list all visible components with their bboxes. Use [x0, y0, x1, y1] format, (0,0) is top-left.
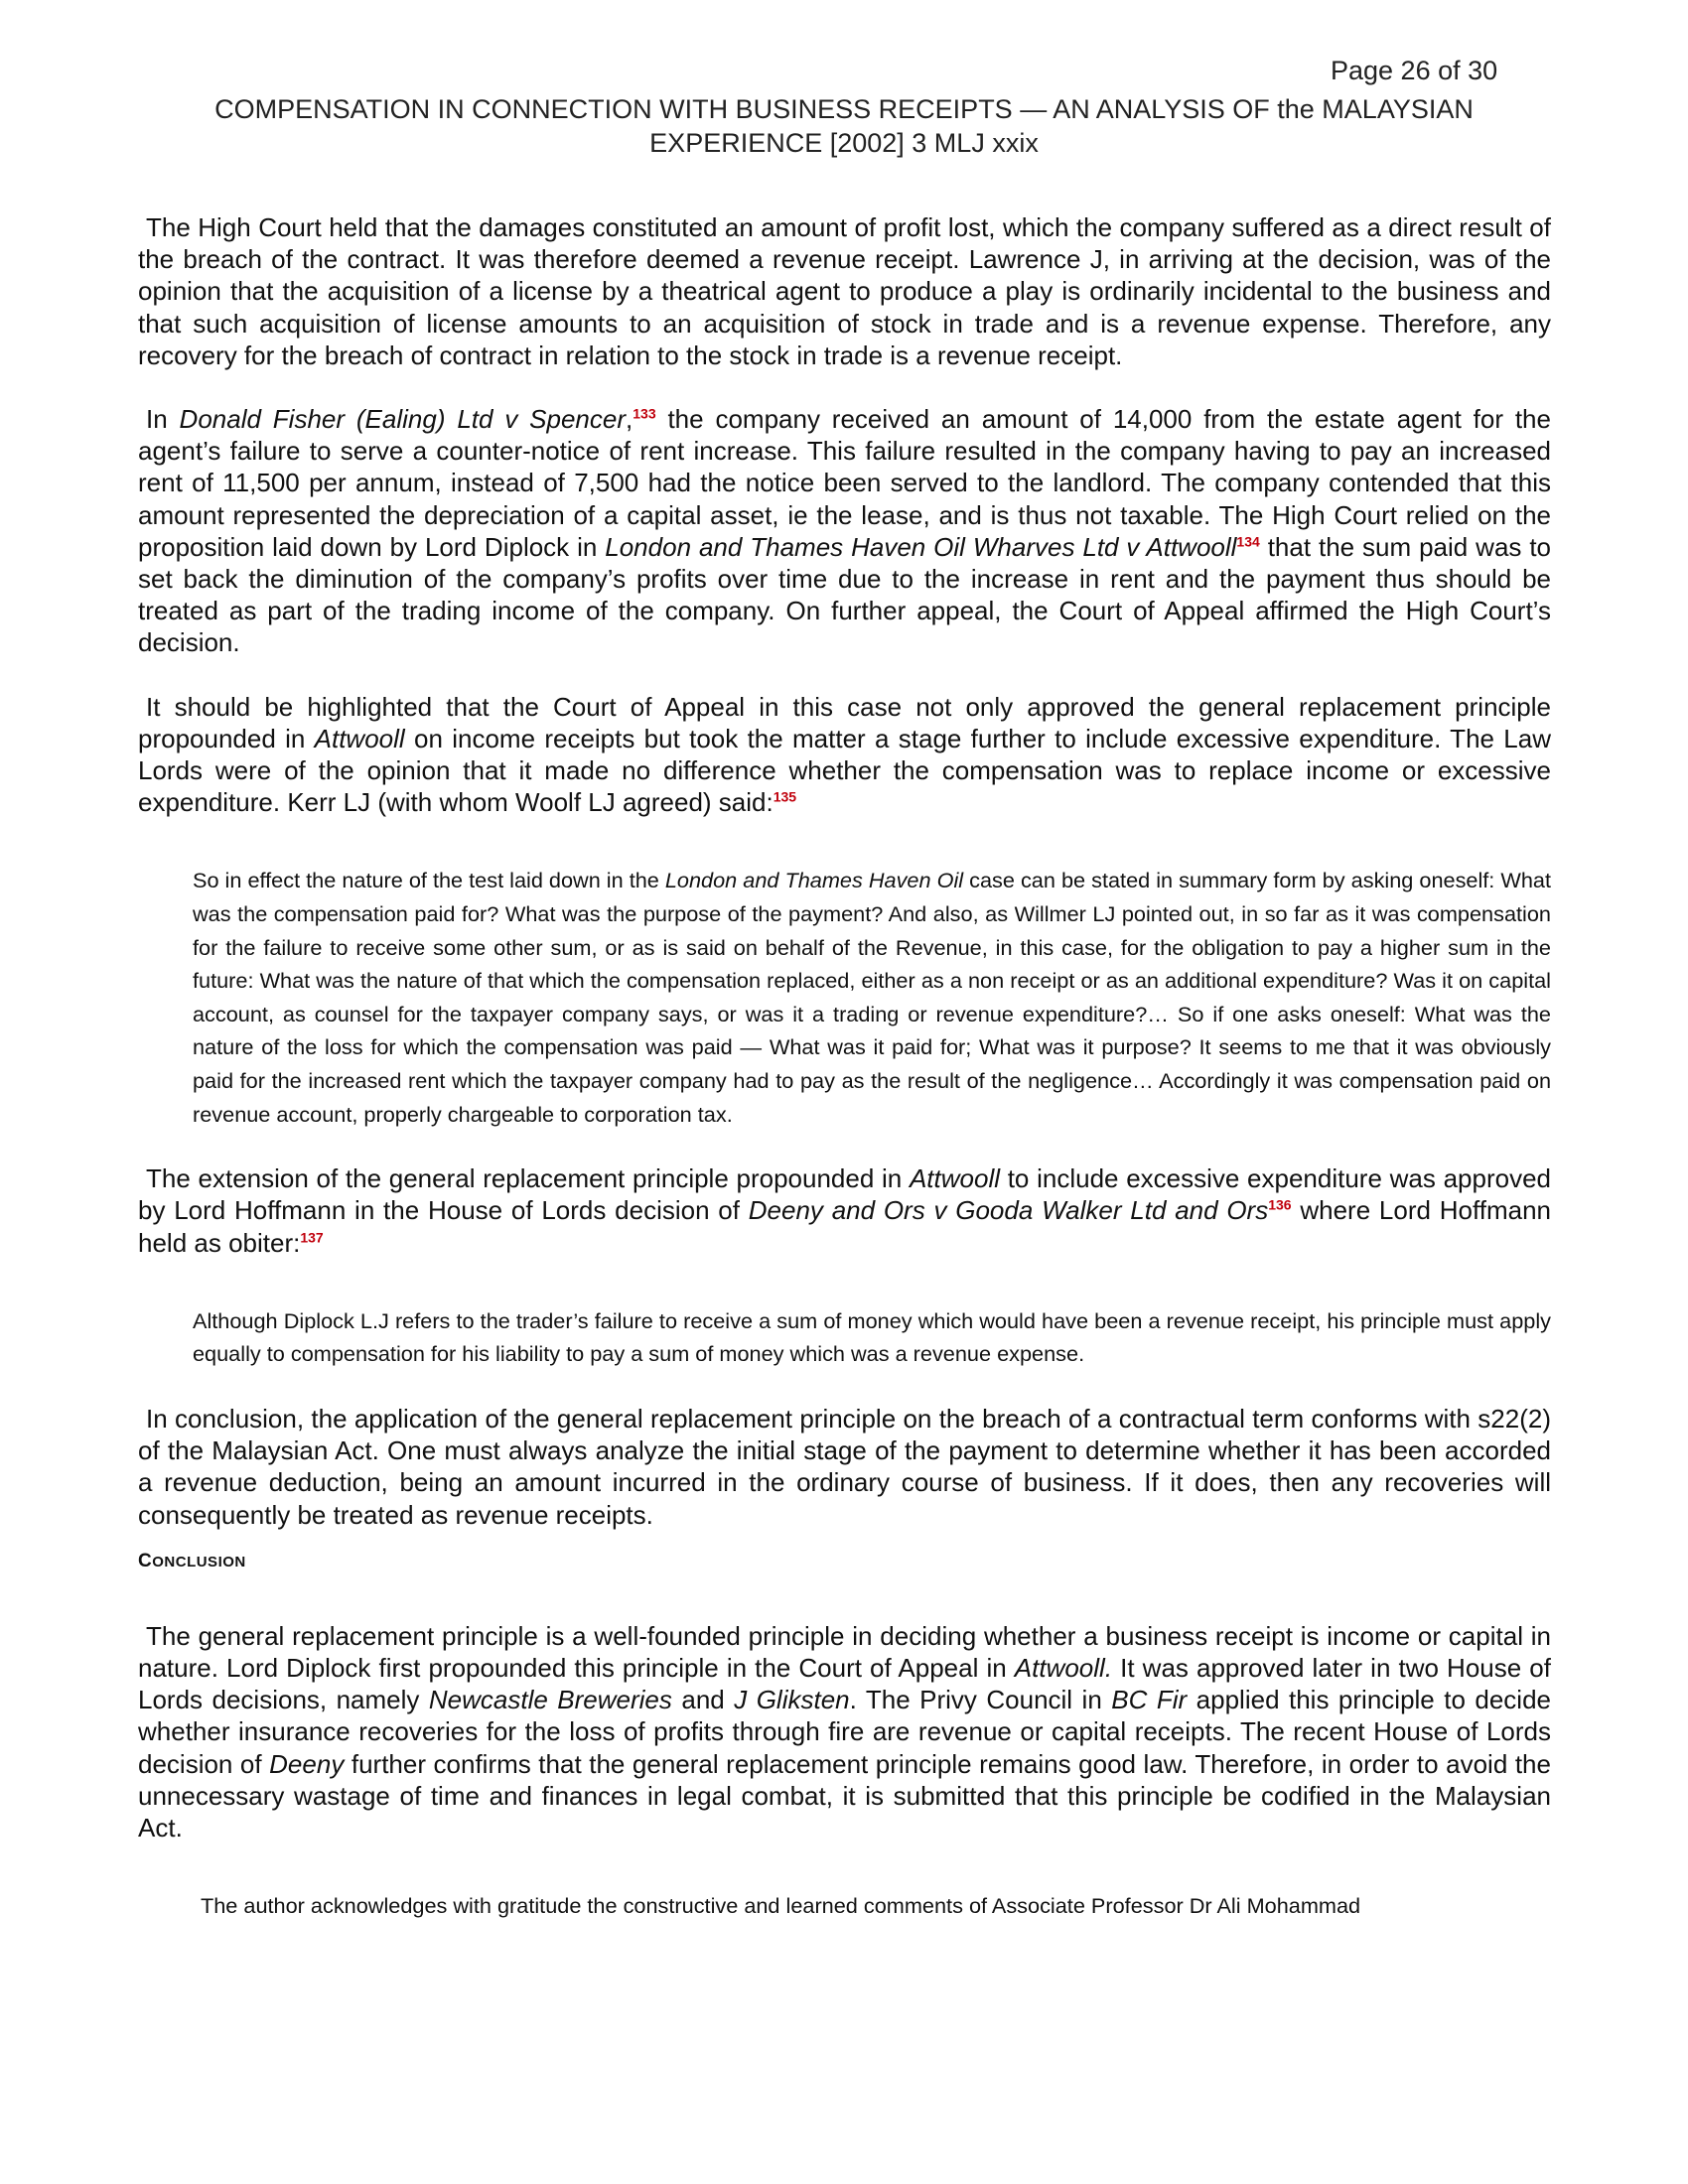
block-quote-kerr-lj — [193, 864, 1551, 1131]
paragraph-extension-principle — [138, 1162, 1551, 1259]
footnote-marker-136[interactable]: 136 — [1268, 1196, 1292, 1213]
case-name: Deeny — [269, 1748, 345, 1779]
case-name: Donald Fisher (Ealing) Ltd v Spencer — [179, 404, 627, 435]
paragraph-text: The general replacement principle is a well-founded principle in deciding whether a business receipt is income or capital in nature. Lord Diplock first propounded this principle in the Court of Appeal in — [138, 1620, 1551, 1684]
footnote-marker-135[interactable]: 135 — [773, 788, 797, 805]
paragraph-text: that the sum paid was to set back the diminution of the company’s profits over time due to the increase in rent and the payment thus should be treated as part of the trading income of the company. On further appeal, the Court of Appeal affirmed the High Court’s decision. — [138, 531, 1552, 658]
footnote-marker-134[interactable]: 134 — [1236, 533, 1260, 550]
case-name: Deeny and Ors v Gooda Walker Ltd and Ors — [748, 1195, 1269, 1226]
paragraph-conclusion — [138, 1620, 1551, 1843]
paragraph-text: In conclusion, the application of the general replacement principle on the breach of a contractual term conforms with s22(2) of the Malaysian Act. One must always analyze the initial stage of the payment to determine whether it has been accorded a revenue deduction, being an amount incurred in the ordinary course of business. If it does, then any recoveries will consequently be treated as revenue receipts. — [138, 1404, 1551, 1530]
paragraph-text: In — [146, 404, 180, 435]
paragraph-text: applied this principle to decide whether insurance recoveries for the loss of profits through fire are revenue or capital receipts. The recent House of Lords decision of — [138, 1685, 1552, 1779]
paragraph-text: and — [671, 1685, 735, 1715]
paragraph-text: to include excessive expenditure was approved by Lord Hoffmann in the House of Lords decision of — [138, 1163, 1551, 1226]
page-number: Page 26 of 30 — [1331, 56, 1498, 85]
paragraph-text: The extension of the general replacement principle propounded in — [146, 1163, 910, 1194]
paragraph-text: It was approved later in two House of Lords decisions, namely — [138, 1653, 1551, 1715]
heading-rest: ONCLUSION — [152, 1553, 246, 1570]
case-name: Attwooll. — [1014, 1653, 1113, 1684]
footnote-marker-137[interactable]: 137 — [300, 1228, 324, 1245]
case-name: London and Thames Haven Oil — [664, 868, 964, 893]
case-name: Attwooll — [909, 1163, 1000, 1194]
paragraph-high-court-damages — [138, 211, 1551, 371]
running-title-line-1: COMPENSATION IN CONNECTION WITH BUSINESS RECEIPTS — AN ANALYSIS OF the MALAYSIAN — [214, 94, 1474, 124]
paragraph-text: , — [626, 404, 633, 435]
paragraph-text: where Lord Hoffmann held as obiter: — [138, 1195, 1551, 1258]
quote-text: Although Diplock L.J refers to the trader’s failure to receive a sum of money which would have been a revenue receipt, his principle must apply equally to compensation for his liability to pay a sum of money which was a revenue expense. — [193, 1307, 1551, 1367]
footnote-marker-133[interactable]: 133 — [633, 405, 656, 422]
paragraph-donald-fisher — [138, 403, 1551, 659]
acknowledgement: The author acknowledges with gratitude the constructive and learned comments of Associate Professor Dr Ali Mohammad — [201, 1893, 1361, 1919]
block-quote-lord-hoffmann — [193, 1304, 1551, 1371]
paragraph-text: further confirms that the general replacement principle remains good law. Therefore, in order to avoid the unnecessary wastage of time and finances in legal combat, it is submitted that this principle be codified in the Malaysian Act. — [138, 1748, 1551, 1843]
case-name: Attwooll — [314, 723, 405, 753]
running-header — [149, 92, 1539, 160]
case-name: Newcastle Breweries — [428, 1685, 672, 1715]
quote-text: case can be stated in summary form by asking oneself: What was the compensation paid for? What was the purpose of the payment? And also, as Willmer LJ pointed out, in so far as it was compensation for the failure to receive some other sum, or as is said on behalf of the Revenue, in this case, for the obligation to pay a higher sum in the future: What was the nature of that which the compensation replaced, either as a non receipt or as an additional expenditure? Was it on capital account, as counsel for the taxpayer company says, or was it a trading or revenue expenditure?… So if one asks oneself: What was the nature of the loss for which the compensation was paid — What was it paid for; What was it purpose? It seems to me that it was obviously paid for the increased rent which the taxpayer company had to pay as the result of the negligence… Accordingly it was compensation paid on revenue account, properly chargeable to corporation tax. — [193, 868, 1551, 1127]
paragraph-in-conclusion — [138, 1403, 1551, 1531]
section-heading-conclusion — [138, 1551, 1551, 1572]
paragraph-text: . The Privy Council in — [849, 1685, 1112, 1715]
running-title-line-2: EXPERIENCE [2002] 3 MLJ xxix — [649, 128, 1039, 158]
paragraph-text: The High Court held that the damages constituted an amount of profit lost, which the company suffered as a direct result of the breach of the contract. It was therefore deemed a revenue receipt. Lawrence J, in arriving at the decision, was of the opinion that the acquisition of a license by a theatrical agent to produce a play is ordinarily incidental to the business and that such acquisition of license amounts to an acquisition of stock in trade and is a revenue expense. Therefore, any recovery for the breach of contract in relation to the stock in trade is a revenue receipt. — [138, 212, 1551, 370]
paragraph-text: on income receipts but took the matter a stage further to include excessive expenditure. The Law Lords were of the opinion that it made no difference whether the compensation was to replace income or excessive expenditure. Kerr LJ (with whom Woolf LJ agreed) said: — [138, 723, 1551, 818]
article-body — [138, 211, 1551, 1921]
paragraph-text: It should be highlighted that the Court of Appeal in this case not only approved the general replacement principle propounded in — [138, 691, 1551, 753]
paragraph-court-of-appeal — [138, 691, 1551, 819]
paragraph-text: the company received an amount of 14,000 from the estate agent for the agent’s failure to serve a counter-notice of rent increase. This failure resulted in the company having to pay an increased rent of 11,500 per annum, instead of 7,500 had the notice been served to the landlord. The company contended that this amount represented the depreciation of a capital asset, ie the lease, and is thus not taxable. The High Court relied on the proposition laid down by Lord Diplock in — [138, 404, 1551, 562]
case-name: J Gliksten — [734, 1685, 850, 1715]
case-name: London and Thames Haven Oil Wharves Ltd v Attwooll — [605, 531, 1237, 562]
case-name: BC Fir — [1111, 1685, 1188, 1715]
quote-text: So in effect the nature of the test laid down in the — [193, 868, 665, 893]
heading-initial: C — [138, 1550, 153, 1571]
